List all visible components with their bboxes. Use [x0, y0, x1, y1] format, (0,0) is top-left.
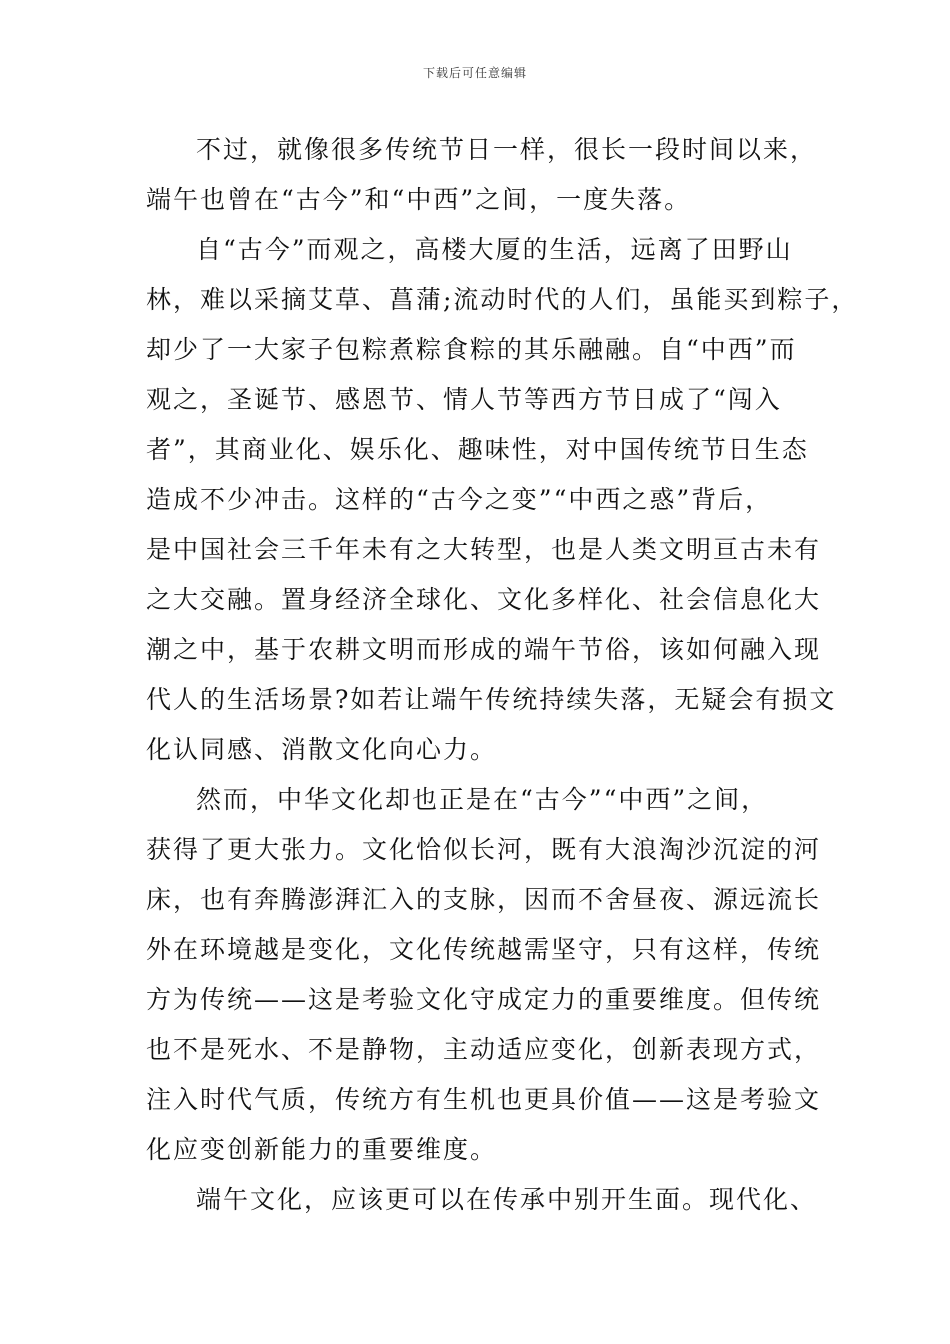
text-line: 是中国社会三千年未有之大转型，也是人类文明亘古未有 — [146, 535, 822, 564]
text-line: 化认同感、消散文化向心力。 — [146, 735, 498, 764]
header-note: 下载后可任意编辑 — [422, 66, 527, 80]
text-line: 潮之中，基于农耕文明而形成的端午节俗，该如何融入现 — [146, 635, 822, 664]
text-line: 代人的生活场景?如若让端午传统持续失落，无疑会有损文 — [146, 685, 837, 714]
body-text — [146, 125, 859, 1225]
text-line: 也不是死水、不是静物，主动适应变化，创新表现方式， — [146, 1035, 822, 1064]
text-line: 外在环境越是变化，文化传统越需坚守，只有这样，传统 — [146, 935, 822, 964]
text-line: 获得了更大张力。文化恰似长河，既有大浪淘沙沉淀的河 — [146, 835, 822, 864]
text-line: 端午文化，应该更可以在传承中别开生面。现代化、 — [196, 1185, 818, 1214]
text-line: 之大交融。置身经济全球化、文化多样化、社会信息化大 — [146, 585, 822, 614]
text-line: 注入时代气质，传统方有生机也更具价值——这是考验文 — [146, 1085, 822, 1114]
text-line: 者”，其商业化、娱乐化、趣味性，对中国传统节日生态 — [146, 435, 809, 464]
text-line: 造成不少冲击。这样的“古今之变”“中西之惑”背后， — [146, 485, 773, 514]
text-line: 自“古今”而观之，高楼大厦的生活，远离了田野山 — [196, 235, 793, 264]
text-line: 然而，中华文化却也正是在“古今”“中西”之间， — [196, 785, 769, 814]
text-line: 方为传统——这是考验文化守成定力的重要维度。但传统 — [146, 985, 822, 1014]
text-line: 床，也有奔腾澎湃汇入的支脉，因而不舍昼夜、源远流长 — [146, 885, 822, 914]
text-line: 不过，就像很多传统节日一样，很长一段时间以来， — [196, 135, 818, 164]
text-line: 观之，圣诞节、感恩节、情人节等西方节日成了“闯入 — [146, 385, 782, 414]
text-line: 却少了一大家子包粽煮粽食粽的其乐融融。自“中西”而 — [146, 335, 797, 364]
text-line: 端午也曾在“古今”和“中西”之间，一度失落。 — [146, 185, 692, 214]
text-line: 林，难以采摘艾草、菖蒲;流动时代的人们，虽能买到粽子， — [146, 285, 859, 314]
text-line: 化应变创新能力的重要维度。 — [146, 1135, 498, 1164]
